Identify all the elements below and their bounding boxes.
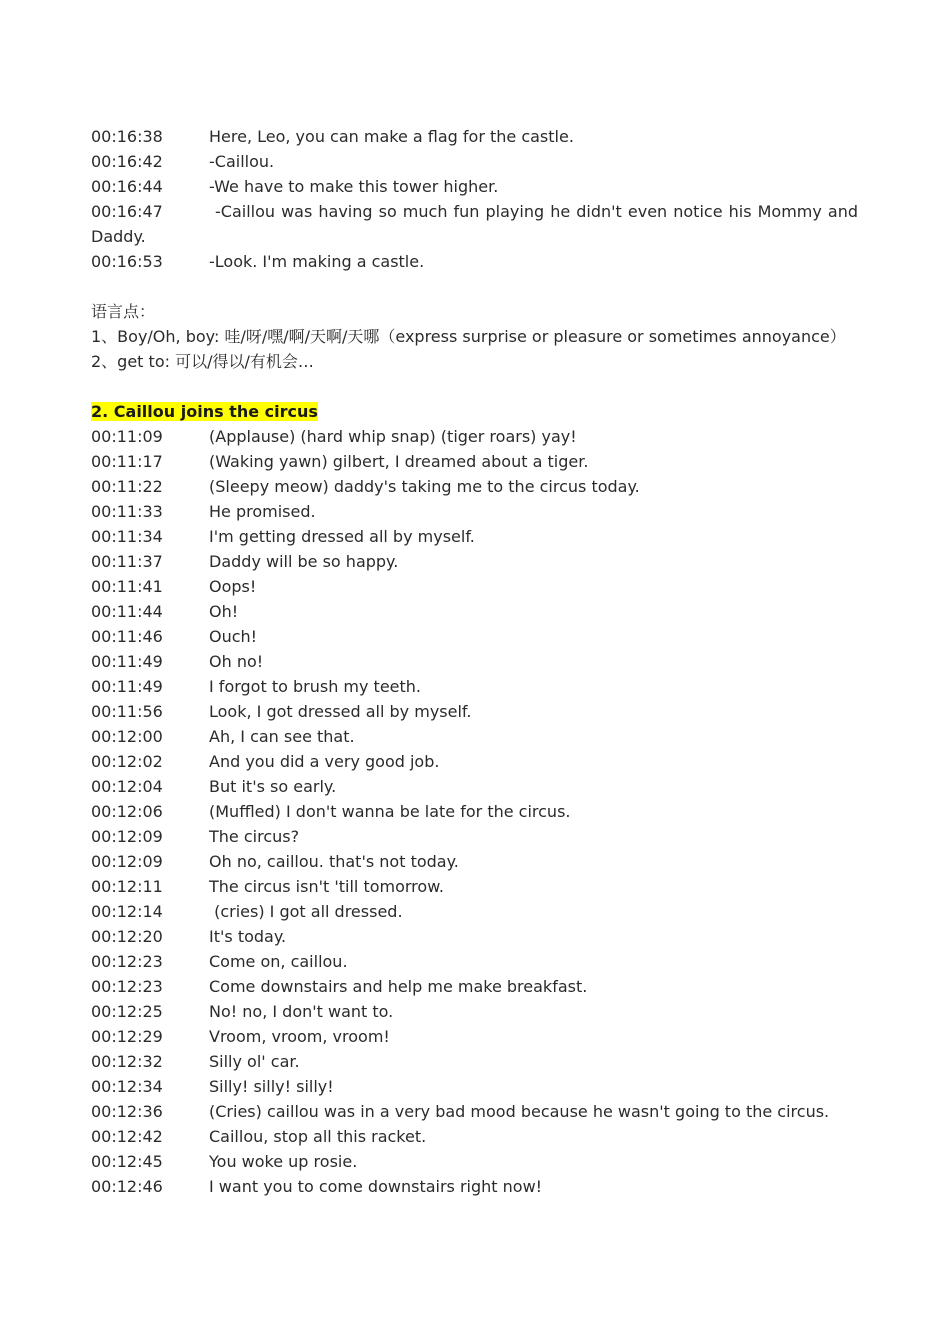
timestamp: 00:11:46 [91, 627, 163, 646]
subtitle-text: (cries) I got all dressed. [209, 902, 403, 921]
timestamp: 00:12:23 [91, 977, 163, 996]
timestamp: 00:11:41 [91, 577, 163, 596]
timestamp: 00:12:45 [91, 1152, 163, 1171]
subtitle-text: Look, I got dressed all by myself. [209, 702, 472, 721]
transcript-line [91, 1174, 858, 1199]
transcript-line [91, 724, 858, 749]
transcript-line [91, 599, 858, 624]
subtitle-text: -We have to make this tower higher. [209, 177, 499, 196]
timestamp: 00:12:25 [91, 1002, 163, 1021]
language-points-heading: 语言点： [91, 302, 156, 321]
transcript-line [91, 699, 858, 724]
transcript-line [91, 849, 858, 874]
timestamp: 00:12:09 [91, 852, 163, 871]
transcript-block-1 [91, 124, 858, 199]
transcript-line [91, 749, 858, 774]
timestamp: 00:16:38 [91, 127, 163, 146]
transcript-line [91, 499, 858, 524]
timestamp: 00:12:09 [91, 827, 163, 846]
subtitle-text: (Sleepy meow) daddy's taking me to the circus today. [209, 477, 640, 496]
transcript-line [91, 249, 858, 274]
subtitle-text: Oh! [209, 602, 239, 621]
subtitle-text: -Look. I'm making a castle. [209, 252, 425, 271]
timestamp: 00:16:47 [91, 202, 163, 221]
subtitle-text: -Caillou was having so much fun playing he didn't even notice his Mommy and Daddy. [91, 202, 858, 246]
timestamp: 00:11:17 [91, 452, 163, 471]
subtitle-text: And you did a very good job. [209, 752, 440, 771]
timestamp: 00:11:22 [91, 477, 163, 496]
timestamp: 00:11:33 [91, 502, 163, 521]
subtitle-text: Oh no! [209, 652, 264, 671]
transcript-line [91, 899, 858, 924]
subtitle-text: Here, Leo, you can make a flag for the castle. [209, 127, 574, 146]
timestamp: 00:12:46 [91, 1177, 163, 1196]
subtitle-text: The circus? [209, 827, 300, 846]
transcript-line [91, 924, 858, 949]
transcript-line [91, 999, 858, 1024]
subtitle-text: Oops! [209, 577, 257, 596]
timestamp: 00:11:09 [91, 427, 163, 446]
timestamp: 00:11:49 [91, 652, 163, 671]
language-point-1: 1、Boy/Oh, boy: 哇/呀/嘿/啊/天啊/天哪（express surprise or pleasure or sometimes annoyance） [91, 327, 846, 346]
spacer [91, 274, 858, 299]
timestamp: 00:11:34 [91, 527, 163, 546]
transcript-line [91, 474, 858, 499]
timestamp: 00:12:29 [91, 1027, 163, 1046]
transcript-line [91, 674, 858, 699]
transcript-line [91, 1024, 858, 1049]
transcript-line [91, 624, 858, 649]
timestamp: 00:12:14 [91, 902, 163, 921]
subtitle-text: Silly ol' car. [209, 1052, 300, 1071]
transcript-line [91, 1074, 858, 1099]
timestamp: 00:11:44 [91, 602, 163, 621]
subtitle-text: (Muffled) I don't wanna be late for the circus. [209, 802, 571, 821]
subtitle-text: The circus isn't 'till tomorrow. [209, 877, 444, 896]
timestamp: 00:12:20 [91, 927, 163, 946]
timestamp: 00:12:11 [91, 877, 163, 896]
language-point-2: 2、get to: 可以/得以/有机会… [91, 352, 314, 371]
transcript-line [91, 1049, 858, 1074]
subtitle-text: Caillou, stop all this racket. [209, 1127, 427, 1146]
timestamp: 00:12:42 [91, 1127, 163, 1146]
timestamp: 00:12:34 [91, 1077, 163, 1096]
subtitle-text: Come on, caillou. [209, 952, 348, 971]
subtitle-text: (Waking yawn) gilbert, I dreamed about a tiger. [209, 452, 589, 471]
timestamp: 00:12:04 [91, 777, 163, 796]
transcript-line [91, 1149, 858, 1174]
transcript-line [91, 174, 858, 199]
transcript-line [91, 774, 858, 799]
transcript-block-2 [91, 424, 858, 1199]
subtitle-text: No! no, I don't want to. [209, 1002, 394, 1021]
subtitle-text: Vroom, vroom, vroom! [209, 1027, 390, 1046]
timestamp: 00:12:06 [91, 802, 163, 821]
transcript-line [91, 124, 858, 149]
timestamp: 00:11:56 [91, 702, 163, 721]
transcript-line [91, 524, 858, 549]
timestamp: 00:16:53 [91, 252, 163, 271]
timestamp: 00:12:02 [91, 752, 163, 771]
subtitle-text: Ah, I can see that. [209, 727, 355, 746]
timestamp: 00:12:32 [91, 1052, 163, 1071]
transcript-line [91, 649, 858, 674]
subtitle-text: You woke up rosie. [209, 1152, 358, 1171]
transcript-line [91, 199, 858, 249]
subtitle-text: Oh no, caillou. that's not today. [209, 852, 459, 871]
spacer [91, 374, 858, 399]
subtitle-text: (Cries) caillou was in a very bad mood because he wasn't going to the circus. [209, 1102, 830, 1121]
transcript-line [91, 1099, 858, 1124]
subtitle-text: But it's so early. [209, 777, 337, 796]
timestamp: 00:16:44 [91, 177, 163, 196]
transcript-line [91, 799, 858, 824]
subtitle-text: I'm getting dressed all by myself. [209, 527, 475, 546]
timestamp: 00:12:23 [91, 952, 163, 971]
timestamp: 00:11:37 [91, 552, 163, 571]
subtitle-text: Ouch! [209, 627, 258, 646]
subtitle-text: He promised. [209, 502, 316, 521]
section-heading-row [91, 399, 858, 424]
timestamp: 00:11:49 [91, 677, 163, 696]
subtitle-text: Come downstairs and help me make breakfast. [209, 977, 588, 996]
timestamp: 00:12:36 [91, 1102, 163, 1121]
transcript-line [91, 449, 858, 474]
transcript-line [91, 949, 858, 974]
subtitle-text: Daddy will be so happy. [209, 552, 399, 571]
transcript-line [91, 549, 858, 574]
section-title: 2. Caillou joins the circus [91, 402, 318, 421]
timestamp: 00:16:42 [91, 152, 163, 171]
transcript-line [91, 574, 858, 599]
transcript-line [91, 1124, 858, 1149]
transcript-line [91, 424, 858, 449]
transcript-line [91, 824, 858, 849]
timestamp: 00:12:00 [91, 727, 163, 746]
transcript-line [91, 149, 858, 174]
transcript-line [91, 974, 858, 999]
subtitle-text: I forgot to brush my teeth. [209, 677, 422, 696]
subtitle-text: I want you to come downstairs right now! [209, 1177, 543, 1196]
document-page [91, 124, 858, 1199]
transcript-line [91, 874, 858, 899]
subtitle-text: (Applause) (hard whip snap) (tiger roars) yay! [209, 427, 577, 446]
subtitle-text: -Caillou. [209, 152, 275, 171]
subtitle-text: It's today. [209, 927, 287, 946]
subtitle-text: Silly! silly! silly! [209, 1077, 334, 1096]
